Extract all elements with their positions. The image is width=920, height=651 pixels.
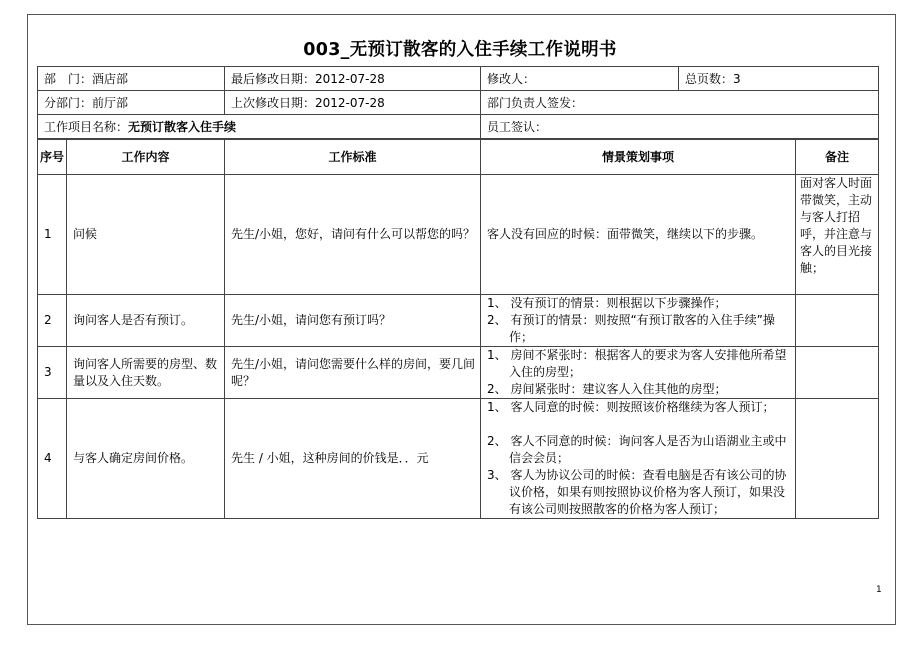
modifier-label: 修改人： xyxy=(487,72,536,86)
table-row xyxy=(38,295,879,347)
employee-sign-cell xyxy=(481,115,879,139)
prev-modified-value: 2012-07-28 xyxy=(315,96,385,110)
row-number: 2 xyxy=(38,295,67,347)
header-row-2 xyxy=(38,91,879,115)
row-note: 面对客人时面带微笑，主动与客人打招呼，并注意与客人的目光接触； xyxy=(796,175,879,295)
row-content: 询问客人所需要的房型、数量以及入住天数。 xyxy=(67,347,225,399)
employee-sign-label: 员工签认： xyxy=(487,120,548,134)
row-content: 问候 xyxy=(67,175,225,295)
row-number: 3 xyxy=(38,347,67,399)
col-header-note: 备注 xyxy=(796,140,879,175)
row-number: 4 xyxy=(38,399,67,519)
row-scenarios xyxy=(481,295,796,347)
document-title: 003_无预订散客的入住手续工作说明书 xyxy=(303,40,617,60)
procedure-table xyxy=(37,139,879,519)
row-content: 询问客人是否有预订。 xyxy=(67,295,225,347)
header-table xyxy=(37,66,879,139)
col-header-content: 工作内容 xyxy=(67,140,225,175)
total-pages-value: 3 xyxy=(733,72,741,86)
total-pages-cell xyxy=(679,67,879,91)
subdept-cell xyxy=(38,91,225,115)
page-number: 1 xyxy=(876,585,882,595)
work-item-value: 无预订散客入住手续 xyxy=(128,120,237,134)
work-item-cell xyxy=(38,115,481,139)
subdept-label: 分部门： xyxy=(44,96,93,110)
scenario-line: 客人没有回应的时候：面带微笑，继续以下的步骤。 xyxy=(487,227,764,241)
col-header-scenario: 情景策划事项 xyxy=(481,140,796,175)
prev-modified-cell xyxy=(225,91,481,115)
last-modified-label: 最后修改日期： xyxy=(231,72,316,86)
table-header-row xyxy=(38,140,879,175)
row-standard: 先生/小姐，您好，请问有什么可以帮您的吗？ xyxy=(225,175,481,295)
table-row xyxy=(38,175,879,295)
scenario-line: 2、 房间紧张时：建议客人入住其他的房型； xyxy=(487,382,727,396)
row-note xyxy=(796,347,879,399)
col-header-no: 序号 xyxy=(38,140,67,175)
work-item-label: 工作项目名称： xyxy=(44,120,129,134)
header-row-3 xyxy=(38,115,879,139)
col-header-standard: 工作标准 xyxy=(225,140,481,175)
scenario-line: 2、 客人不同意的时候：询问客人是否为山语湖业主或中信会会员； xyxy=(487,434,787,465)
row-scenarios xyxy=(481,347,796,399)
row-number: 1 xyxy=(38,175,67,295)
last-modified-cell xyxy=(225,67,481,91)
row-scenarios xyxy=(481,399,796,519)
row-note xyxy=(796,399,879,519)
dept-head-sign-label: 部门负责人签发： xyxy=(487,96,584,110)
prev-modified-label: 上次修改日期： xyxy=(231,96,316,110)
row-content: 与客人确定房间价格。 xyxy=(67,399,225,519)
table-row xyxy=(38,347,879,399)
dept-head-sign-cell xyxy=(481,91,879,115)
scenario-line: 2、 有预订的情景：则按照“有预订散客的入住手续”操作； xyxy=(487,313,775,344)
scenario-line: 1、 客人同意的时候：则按照该价格继续为客人预订； xyxy=(487,400,775,414)
scenario-line: 1、 房间不紧张时：根据客人的要求为客人安排他所希望入住的房型； xyxy=(487,348,787,379)
row-standard: 先生 / 小姐，这种房间的价钱是．．元 xyxy=(225,399,481,519)
dept-value: 酒店部 xyxy=(92,72,129,86)
header-row-1 xyxy=(38,67,879,91)
table-row xyxy=(38,399,879,519)
dept-label: 部 门： xyxy=(44,72,93,86)
row-scenarios xyxy=(481,175,796,295)
dept-cell xyxy=(38,67,225,91)
last-modified-value: 2012-07-28 xyxy=(315,72,385,86)
scenario-line: 1、 没有预订的情景：则根据以下步骤操作； xyxy=(487,296,727,310)
row-note xyxy=(796,295,879,347)
subdept-value: 前厅部 xyxy=(92,96,129,110)
total-pages-label: 总页数： xyxy=(685,72,734,86)
row-standard: 先生/小姐，请问您有预订吗？ xyxy=(225,295,481,347)
modifier-cell xyxy=(481,67,679,91)
scenario-line: 3、 客人为协议公司的时候：查看电脑是否有该公司的协议价格，如果有则按照协议价格为客人预订，如果没有该公司则按照散客的价格为客人预订； xyxy=(487,468,787,516)
row-standard: 先生/小姐，请问您需要什么样的房间，要几间呢？ xyxy=(225,347,481,399)
